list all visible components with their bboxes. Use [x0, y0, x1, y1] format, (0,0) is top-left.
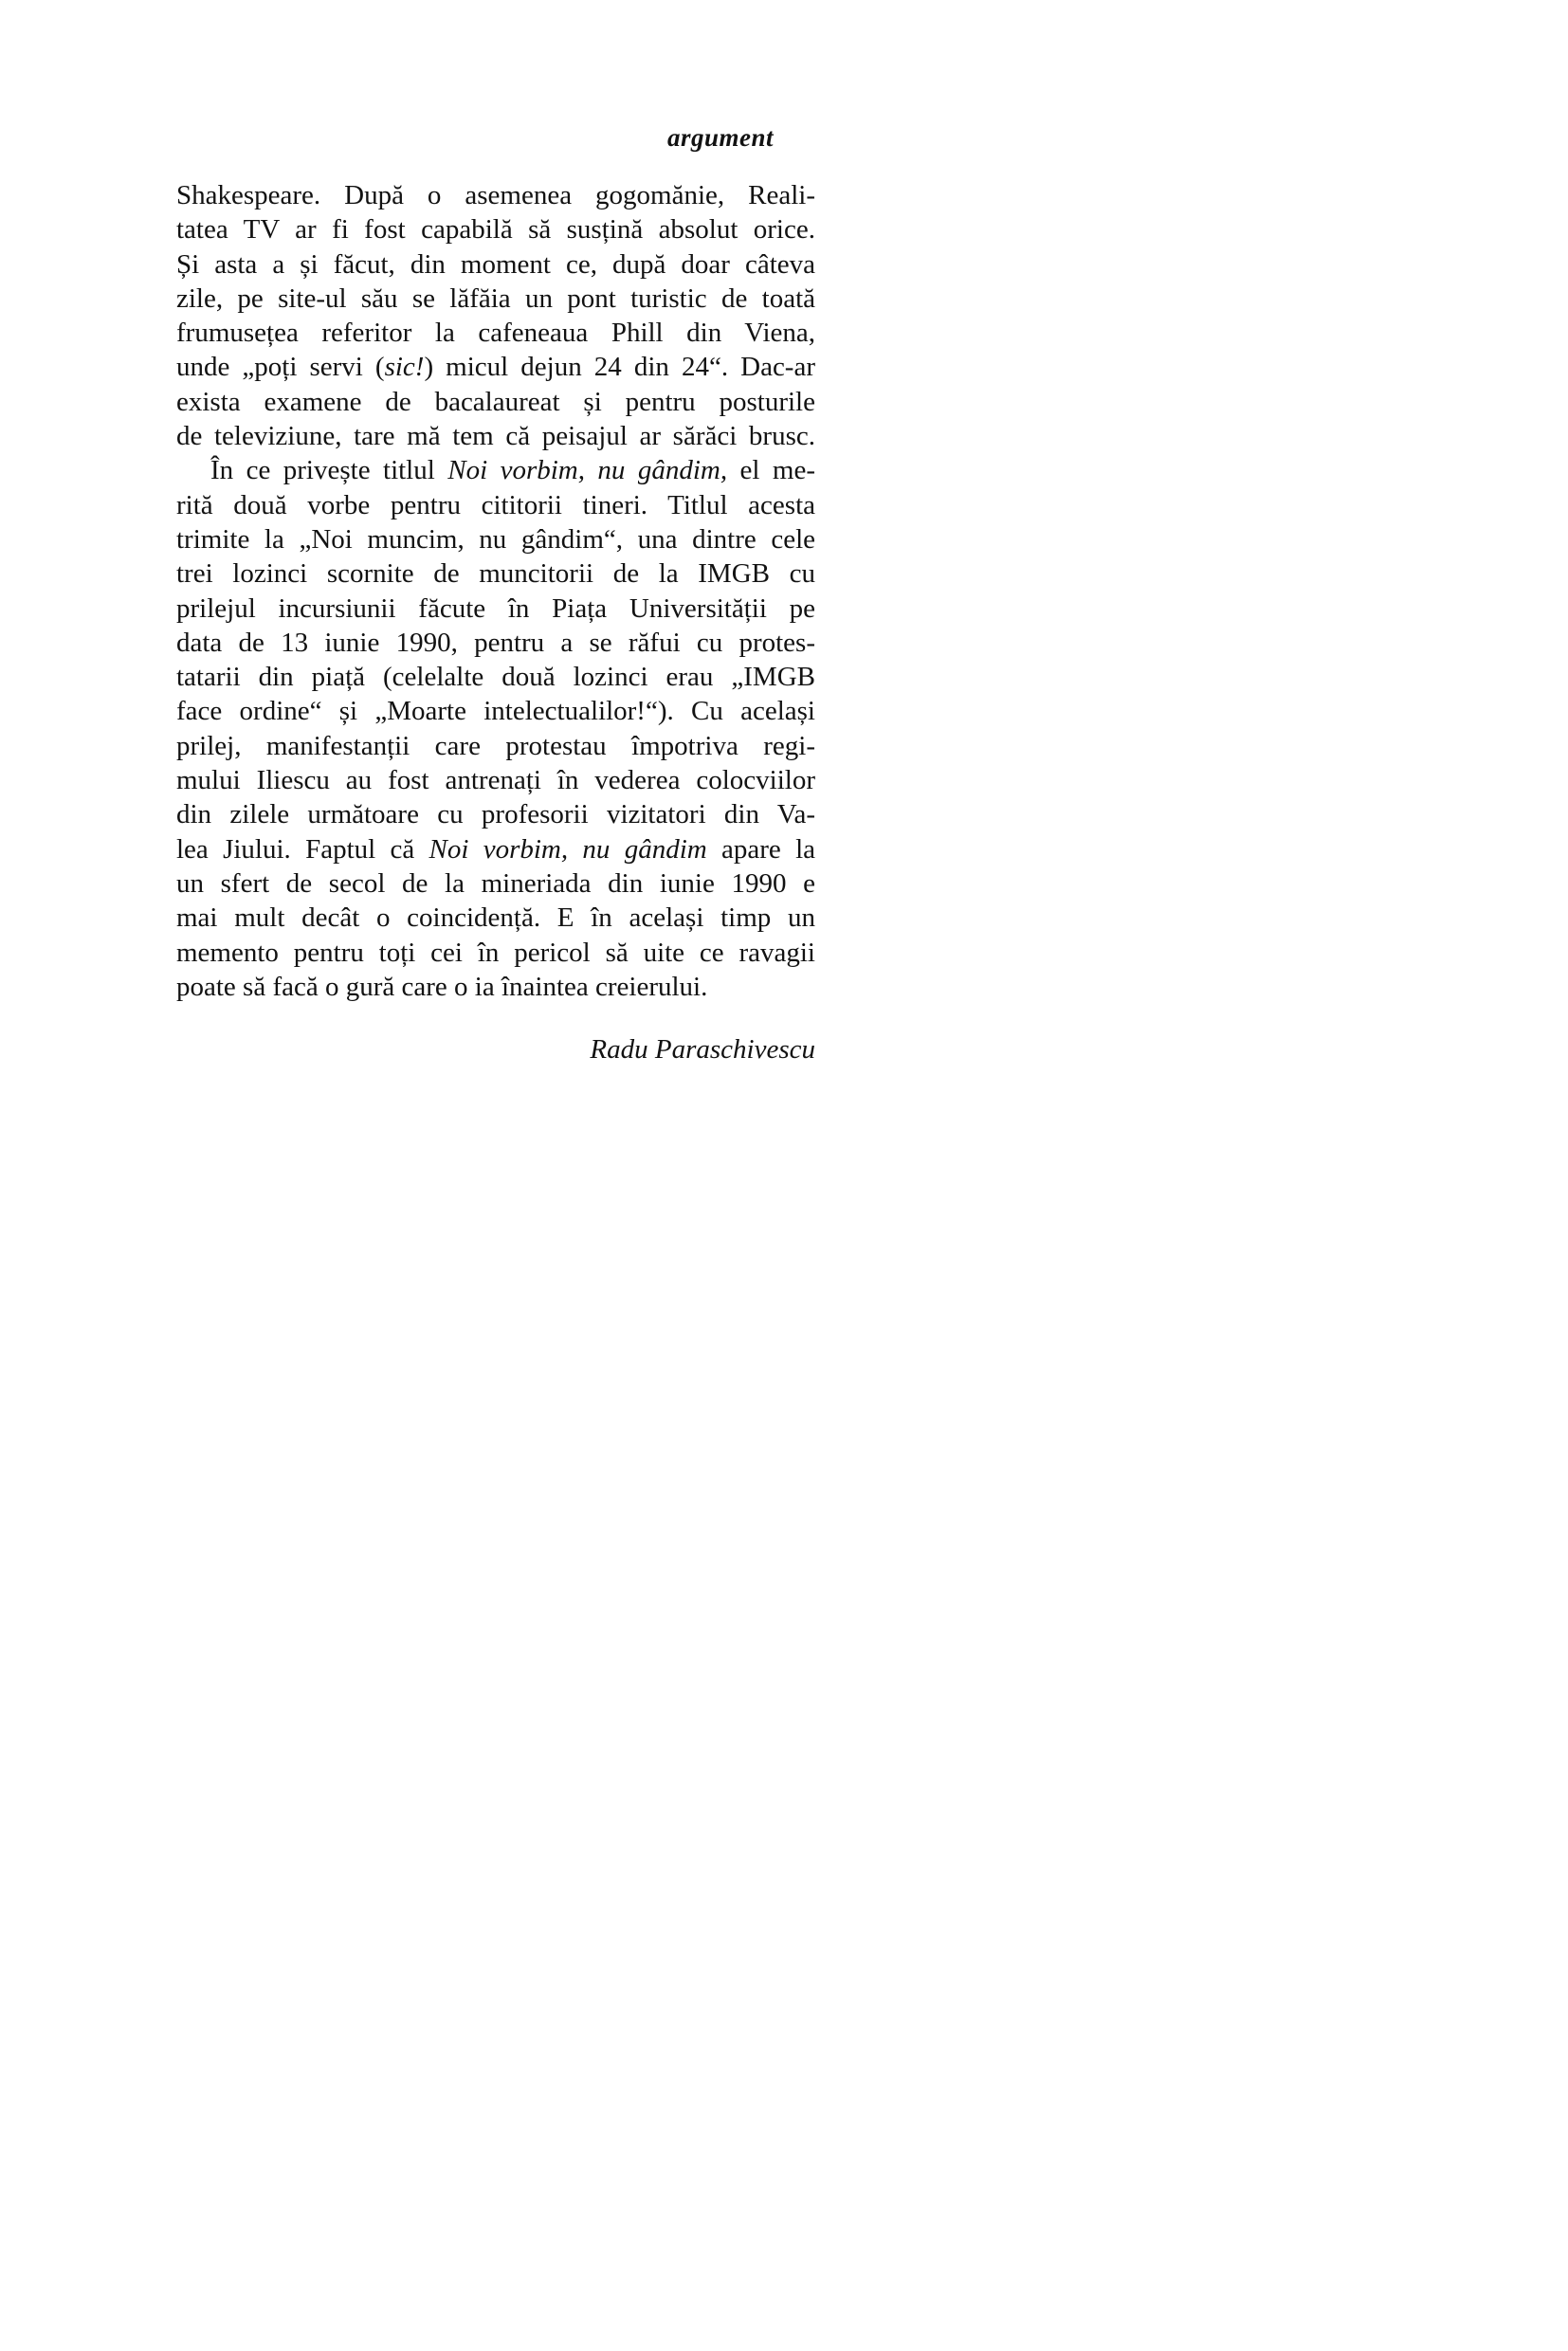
text-line	[176, 936, 815, 970]
text-line	[176, 970, 815, 1004]
text-line	[176, 488, 815, 522]
text-segment: mai mult decât o coincidență. E în același timp un	[176, 902, 815, 934]
text-segment: trei lozinci scornite de muncitorii de la IMGB cu	[176, 558, 815, 590]
author-signature	[176, 1032, 815, 1066]
running-head-label: argument	[666, 123, 774, 152]
text-segment: În ce privește titlul	[210, 455, 448, 486]
text-segment: exista examene de bacalaureat și pentru posturile	[176, 386, 815, 417]
text-line	[176, 247, 815, 282]
italic-text: Noi vorbim, nu gândim	[428, 833, 707, 865]
text-line	[176, 282, 815, 316]
text-segment: prilej, manifestanții care protestau împotriva regi-	[176, 730, 815, 761]
text-line	[176, 832, 815, 866]
text-line	[176, 316, 815, 350]
text-line	[176, 453, 815, 487]
text-line	[176, 592, 815, 626]
text-line	[176, 866, 815, 901]
text-segment: memento pentru toți cei în pericol să uite ce ravagii	[176, 937, 815, 968]
text-line	[176, 385, 815, 419]
running-head	[176, 121, 815, 154]
text-line	[176, 901, 815, 935]
body-text	[176, 178, 815, 1004]
text-segment: apare la	[706, 833, 815, 865]
text-line	[176, 797, 815, 831]
text-segment: un sfert de secol de la mineriada din iunie 1990 e	[176, 867, 815, 899]
text-segment: unde „poți servi (	[176, 352, 385, 383]
author-name: Radu Paraschivescu	[590, 1034, 815, 1066]
text-line	[176, 660, 815, 694]
text-line	[176, 763, 815, 797]
text-segment: trimite la „Noi muncim, nu gândim“, una dintre cele	[176, 523, 815, 555]
text-line	[176, 729, 815, 763]
text-segment: tatarii din piață (celelalte două lozinci erau „IMGB	[176, 662, 815, 693]
text-line	[176, 556, 815, 591]
text-segment: el me-	[727, 455, 815, 486]
text-segment: Shakespeare. După o asemenea gogomănie, Reali-	[176, 180, 815, 210]
text-segment: rită două vorbe pentru cititorii tineri. Titlul acesta	[176, 489, 815, 520]
text-line	[176, 419, 815, 453]
text-segment: mului Iliescu au fost antrenați în vederea colocviilor	[176, 765, 815, 796]
italic-text: sic!	[384, 352, 425, 383]
text-segment: prilejul incursiunii făcute în Piața Universității pe	[176, 592, 815, 624]
text-line	[176, 178, 815, 212]
text-line	[176, 626, 815, 660]
text-segment: din zilele următoare cu profesorii vizitatori din Va-	[176, 799, 815, 830]
text-segment: de televiziune, tare mă tem că peisajul ar sărăci brusc.	[176, 421, 815, 452]
text-segment: tatea TV ar fi fost capabilă să susțină absolut orice.	[176, 214, 815, 246]
text-column	[176, 121, 815, 1066]
text-segment: data de 13 iunie 1990, pentru a se răfui cu protes-	[176, 627, 815, 658]
text-segment: ) micul dejun 24 din 24“. Dac-ar	[424, 352, 815, 383]
text-segment: Și asta a și făcut, din moment ce, după doar câteva	[176, 248, 815, 280]
text-line	[176, 212, 815, 246]
text-segment: lea Jiului. Faptul că	[176, 833, 429, 865]
text-segment: poate să facă o gură care o ia înaintea creierului.	[176, 971, 708, 1002]
text-line	[176, 522, 815, 556]
text-segment: face ordine“ și „Moarte intelectualilor!“). Cu același	[176, 696, 815, 727]
italic-text: Noi vorbim, nu gândim,	[447, 455, 728, 486]
text-line	[176, 694, 815, 728]
text-segment: frumusețea referitor la cafeneaua Phill din Viena,	[176, 318, 815, 349]
text-line	[176, 350, 815, 384]
text-segment: zile, pe site-ul său se lăfăia un pont turistic de toată	[176, 282, 815, 314]
